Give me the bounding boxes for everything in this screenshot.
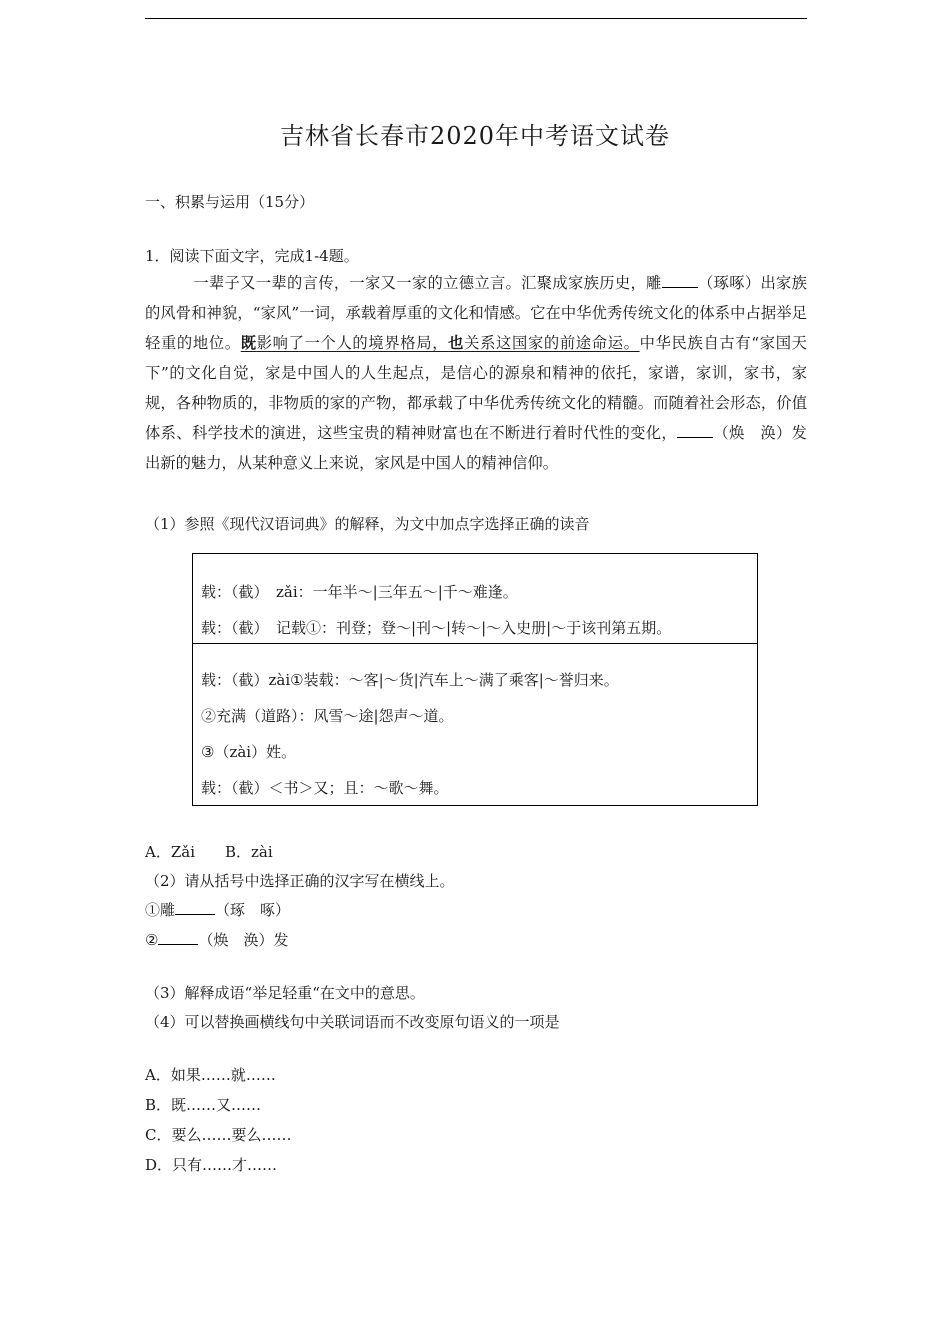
question-prompt: 1．阅读下面文字，完成1-4题。 (145, 247, 359, 265)
fill-blank-b (158, 930, 198, 945)
underlined-connective-2: 也 (448, 334, 465, 352)
sub2-item-a: ①雕 （琢 啄） (145, 901, 291, 919)
sub-question-4: （4）可以替换画横线句中关联词语而不改变原句语义的一项是 (145, 1013, 560, 1031)
top-rule (145, 18, 807, 19)
blank-1 (662, 273, 698, 288)
sub1-options: A．Zǎi B．zài (145, 843, 273, 861)
sub-question-2: （2）请从括号中选择正确的汉字写在横线上。 (145, 872, 455, 890)
section-heading: 一、积累与运用（15分） (145, 193, 315, 211)
option-c: C．要么……要么…… (145, 1126, 292, 1144)
fill-blank-a (175, 900, 215, 915)
option-d: D．只有……才…… (145, 1156, 278, 1174)
dict-row: ②充满（道路）：风雪～途|怨声～道。 (201, 707, 454, 725)
underlined-sentence-part-1: 影响了一个人的境界格局， (256, 334, 449, 352)
dictionary-box-top (192, 553, 758, 644)
underlined-sentence-part-2: 关系这国家的前途命运。 (464, 334, 640, 352)
reading-passage: 一辈子又一辈的言传，一家又一家的立德立言。汇聚成家族历史，雕 （琢啄）出家族的风骨和神貌，“家风”一词，承载着厚重的文化和情感。它在中华优秀传统文化的体系中占据举足轻重的地位。既影响了一个人的境界格局，也关系这国家的前途命运。中华民族自古有“家国天下”的文化自觉，家是中国人的人生起点，是信心的源泉和精神的依托，家谱，家训，家书，家规，各种物质的，非物质的家的产物，都承载了中华优秀传统文化的精髓。而随着社会形态，价值体系、科学技术的演进，这些宝贵的精神财富也在不断进行着时代性的变化， （焕 涣）发出新的魅力，从某种意义上来说，家风是中国人的精神信仰。 (145, 274, 807, 472)
sub2-item-b: ② （焕 涣）发 (145, 931, 289, 949)
dictionary-box-bottom (192, 643, 758, 806)
sub-question-3: （3）解释成语“举足轻重“在文中的意思。 (145, 984, 425, 1002)
sub-question-1: （1）参照《现代汉语词典》的解释，为文中加点字选择正确的读音 (145, 515, 590, 533)
dict-row: ③（zài）姓。 (201, 743, 297, 761)
page-title: 吉林省长春市2020年中考语文试卷 (279, 122, 671, 150)
option-b: B．既……又…… (145, 1096, 262, 1114)
underlined-connective-1: 既 (240, 334, 257, 352)
dict-row: 载：（截） 记载①：刊登；登～|刊～|转～|～入史册|～于该刊第五期。 (201, 619, 672, 637)
dict-row: 载：（截） zǎi：一年半～|三年五～|千～难逢。 (201, 583, 518, 601)
blank-2 (677, 423, 713, 438)
option-a: A．如果……就…… (145, 1066, 276, 1084)
dict-row: 载：（截）＜书＞又；且：～歌～舞。 (201, 779, 449, 797)
dict-row: 载：（截）zài①装载：～客|～货|汽车上～满了乘客|～誉归来。 (201, 671, 619, 689)
